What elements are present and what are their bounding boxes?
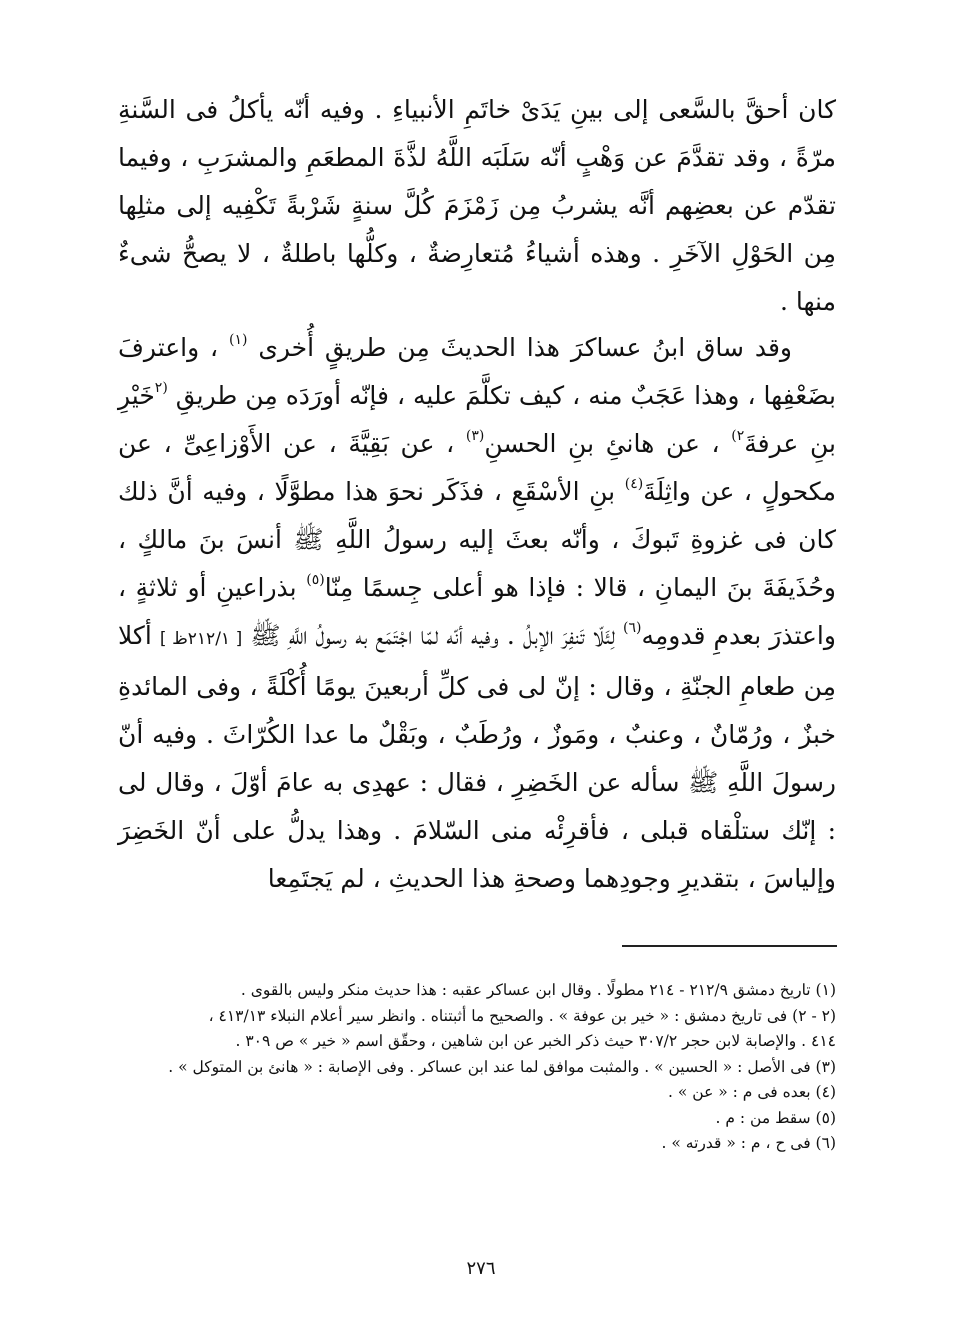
paragraph-1 — [118, 86, 836, 326]
footnote: (٢ - ٢) فى تاريخ دمشق : « خير بن عوفة » . والصحيح ما أثبتناه . وانظر سير أعلام النبلاء ٤١٣/١٣ ، — [208, 1006, 836, 1025]
manuscript-folio-marker: [ ٢١٢/١ظ ] — [159, 629, 243, 649]
footnote-reference: (٥) — [306, 572, 325, 588]
paragraph-2-segment: ، واعترفَ بضَعْفِها ، وهذا عَجَبٌ منه ، كيف تكلَّمَ عليه ، فإنّه أورَدَه مِن طريقِ — [118, 333, 836, 410]
footnote: (٤) بعده فى م : « عن » . — [668, 1083, 836, 1101]
footnote: (٦) فى ح ، م : « قدرته » . — [661, 1134, 836, 1152]
footnotes — [118, 978, 836, 1157]
paragraph-2-segment: وقد ساق ابنُ عساكرَ هذا الحديثَ مِن طريقٍ أُخرى — [258, 333, 792, 362]
paragraph-2-segment: أكلا مِن طعامِ الجنّةِ ، وقال : إنّ لى فى كلِّ أربعينَ يومًا أُكْلَةً ، وفى المائدةِ خبزٌ ، ورُمّانٌ ، وعنبٌ ، ومَوزٌ ، ورُطَبٌ ، وبَقْلٌ ما عدا الكُرّاثَ . وفيه أنّ رسولَ اللَّهِ ﷺ سأله عن الخَضِرِ ، فقال : عهدِى به عامَ أوّلَ ، وقال لى : إنّك ستلْقاه قبلى ، فأقرِئْه منى السّلامَ . وهذا يدلُّ على أنّ الخَضِرَ وإلياسَ ، بتقديرِ وجودِهما وصحةِ هذا الحديثِ ، لم يَجتَمِعا — [118, 621, 836, 893]
footnote: (١) تاريخ دمشق ٢١٢/٩ - ٢١٤ مطولًا . وقال ابن عساكر عقبه : هذا حديث منكر وليس بالقوى . — [240, 981, 836, 999]
paragraph-1-text: كان أحقَّ بالسَّعى إلى بينِ يَدَىْ خاتَمِ الأنبياءِ . وفيه أنّه يأكلُ فى السَّنةِ مرّةً ، وقد تقدَّمَ عن وَهْبٍ أنّه سَلَبَه اللَّهُ لذَّةَ المطعَمِ والمشرَبِ ، وفيما تقدّم عن بعضِهم أنَّه يشربُ مِن زَمْزَمَ كُلَّ سنةٍ شَرْبةً تَكْفِيه إلى مثلِها مِن الحَوْلِ الآخَرِ . وهذه أشياءُ مُتعارِضةٌ ، وكلُّها باطلةٌ ، لا يصحُّ شىءٌ منها . — [118, 95, 836, 316]
footnote-reference: (٦) — [623, 620, 642, 636]
footnote: ٤١٤ . والإصابة لابن حجر ٣٠٧/٢ حيث ذكر الخبر عن ابن شاهين ، وحقّق اسم « خير » ص ٣٠٩ . — [235, 1032, 836, 1050]
paragraph-2-segment: ، عن هانئِ بنِ الحسنِ — [484, 429, 720, 458]
paragraph-2-segment: بذراعينِ أو ثلاثةٍ ، واعتذرَ بعدمِ قدومِه — [118, 573, 836, 650]
paragraph-2 — [118, 324, 836, 903]
footnote-reference: ٢) — [731, 428, 745, 444]
paragraph-2-segment: بنِ الأسْقَعِ ، فذَكَر نحوَ هذا مطوَّلًا ، وفيه أنَّ ذلك كان فى غزوةِ تَبوكَ ، وأنّه بعثَ إليه رسولُ اللَّهِ ﷺ أنسَ بنَ مالكٍ ، وحُذَيفَةَ بنَ اليمانِ ، قالا : فإذا هو أعلى جِسمًا مِنّا — [118, 477, 836, 602]
paragraph-2-segment: ، عن بَقِيَّةَ ، عن الأَوْزاعِىِّ ، عن مكحولٍ ، عن واثِلَةَ — [118, 429, 836, 506]
paragraph-2-segment: خَيْرِ بنِ عرفةَ — [118, 381, 836, 458]
footnote-reference: (٤) — [624, 476, 644, 492]
footnote-reference: (١) — [228, 332, 248, 348]
paragraph-2-segment: لِئَلّا تَنفِرَ الإبلُ . وفيه أنّه لمّا اجْتَمَع به رسولُ اللَّهِ ﷺ — [250, 621, 615, 650]
footnote-reference: (٢ — [154, 380, 168, 396]
footnote-reference: (٣) — [465, 428, 485, 444]
footnote: (٥) سقط من : م . — [715, 1108, 836, 1127]
page-number: ٢٧٦ — [466, 1258, 496, 1279]
footnote-separator — [622, 945, 837, 947]
footnote: (٣) فى الأصل : « الحسين » . والمثبت موافق لما عند ابن عساكر . وفى الإصابة : « هانئ بن المتوكل » . — [168, 1057, 836, 1076]
